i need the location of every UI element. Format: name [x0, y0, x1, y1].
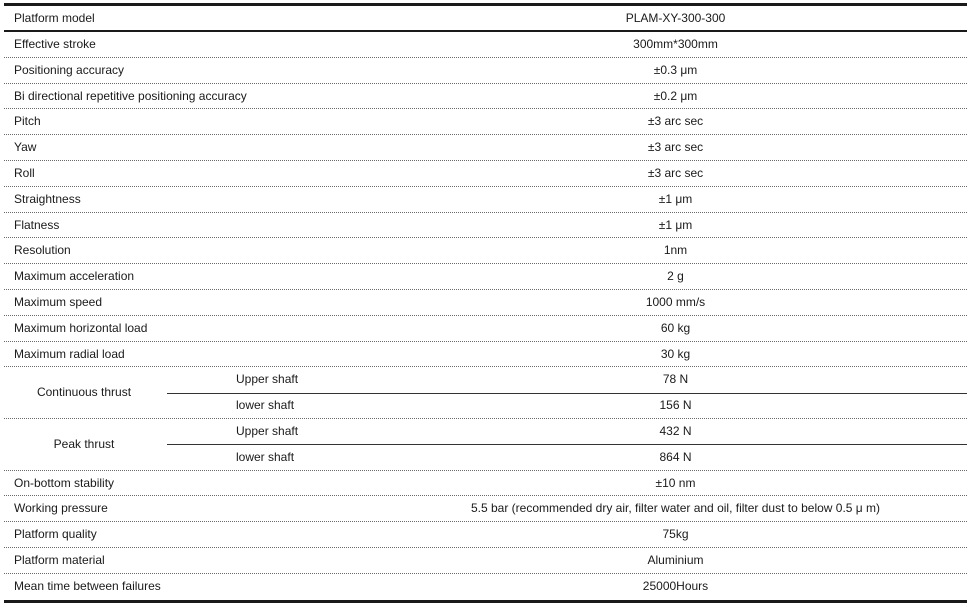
row-value: Aluminium — [647, 552, 704, 567]
continuous-thrust-upper-label: Upper shaft — [236, 372, 299, 387]
table-row — [4, 161, 967, 187]
row-value: 1nm — [663, 243, 688, 258]
spec-table — [4, 3, 967, 603]
row-value: ±1 μm — [658, 217, 693, 232]
row-value: ±0.2 μm — [653, 88, 698, 103]
peak-thrust-upper-value: 432 N — [659, 423, 692, 438]
row-value: 5.5 bar (recommended dry air, filter water and oil, filter dust to below 0.5 μ m) — [470, 501, 881, 516]
row-label: Platform quality — [14, 527, 97, 542]
table-row — [4, 290, 967, 316]
row-label: Maximum horizontal load — [14, 320, 148, 335]
table-row — [4, 32, 967, 58]
row-label: Mean time between failures — [14, 578, 161, 593]
row-value: ±1 μm — [658, 191, 693, 206]
continuous-thrust-lower-label: lower shaft — [236, 398, 295, 413]
table-header-row — [4, 6, 967, 32]
table-row — [4, 316, 967, 342]
row-label: Maximum speed — [14, 294, 103, 309]
peak-thrust-label: Peak thrust — [53, 436, 115, 451]
table-row — [4, 548, 967, 574]
row-label: Working pressure — [14, 501, 108, 516]
table-row — [4, 109, 967, 135]
row-label: Resolution — [14, 243, 71, 258]
table-row — [4, 58, 967, 84]
peak-thrust-upper-label: Upper shaft — [236, 423, 299, 438]
row-value: 30 kg — [660, 346, 691, 361]
row-value: 2 g — [667, 269, 684, 284]
row-value: 1000 mm/s — [645, 294, 706, 309]
row-value: 300mm*300mm — [633, 37, 718, 51]
row-label: Pitch — [14, 114, 41, 129]
row-value: ±0.3 μm — [653, 62, 698, 77]
row-value: ±3 arc sec — [647, 165, 704, 180]
table-row — [4, 264, 967, 290]
peak-thrust-lower-value: 864 N — [659, 449, 692, 464]
row-label: Yaw — [14, 140, 37, 155]
table-row — [4, 187, 967, 213]
row-label: Bi directional repetitive positioning accuracy — [14, 88, 247, 103]
row-value: 25000Hours — [642, 578, 709, 593]
row-value: ±10 nm — [655, 475, 696, 490]
row-label: Maximum acceleration — [14, 269, 135, 284]
table-row — [4, 496, 967, 522]
row-label: Roll — [14, 165, 35, 180]
table-row — [4, 213, 967, 239]
row-value: ±3 arc sec — [647, 114, 704, 129]
row-label: Flatness — [14, 217, 60, 232]
row-label: Maximum radial load — [14, 346, 125, 361]
header-label: Platform model — [14, 11, 95, 25]
continuous-thrust-group — [4, 367, 967, 419]
peak-thrust-group — [4, 419, 967, 471]
table-row — [4, 574, 967, 600]
row-label: Straightness — [14, 191, 81, 206]
row-label: Platform material — [14, 552, 105, 567]
row-label: Positioning accuracy — [14, 62, 125, 77]
continuous-thrust-upper-value: 78 N — [662, 372, 689, 387]
table-row — [4, 471, 967, 497]
table-row — [4, 238, 967, 264]
table-row — [4, 342, 967, 368]
table-row — [4, 522, 967, 548]
peak-thrust-lower-label: lower shaft — [236, 449, 295, 464]
continuous-thrust-lower-value: 156 N — [659, 398, 692, 413]
table-row — [4, 135, 967, 161]
continuous-thrust-label: Continuous thrust — [36, 385, 132, 400]
row-label: On-bottom stability — [14, 475, 115, 490]
row-value: ±3 arc sec — [647, 140, 704, 155]
header-value: PLAM-XY-300-300 — [625, 11, 726, 25]
row-value: 75kg — [662, 527, 689, 542]
row-label: Effective stroke — [14, 37, 96, 51]
row-value: 60 kg — [660, 320, 691, 335]
table-row — [4, 84, 967, 110]
